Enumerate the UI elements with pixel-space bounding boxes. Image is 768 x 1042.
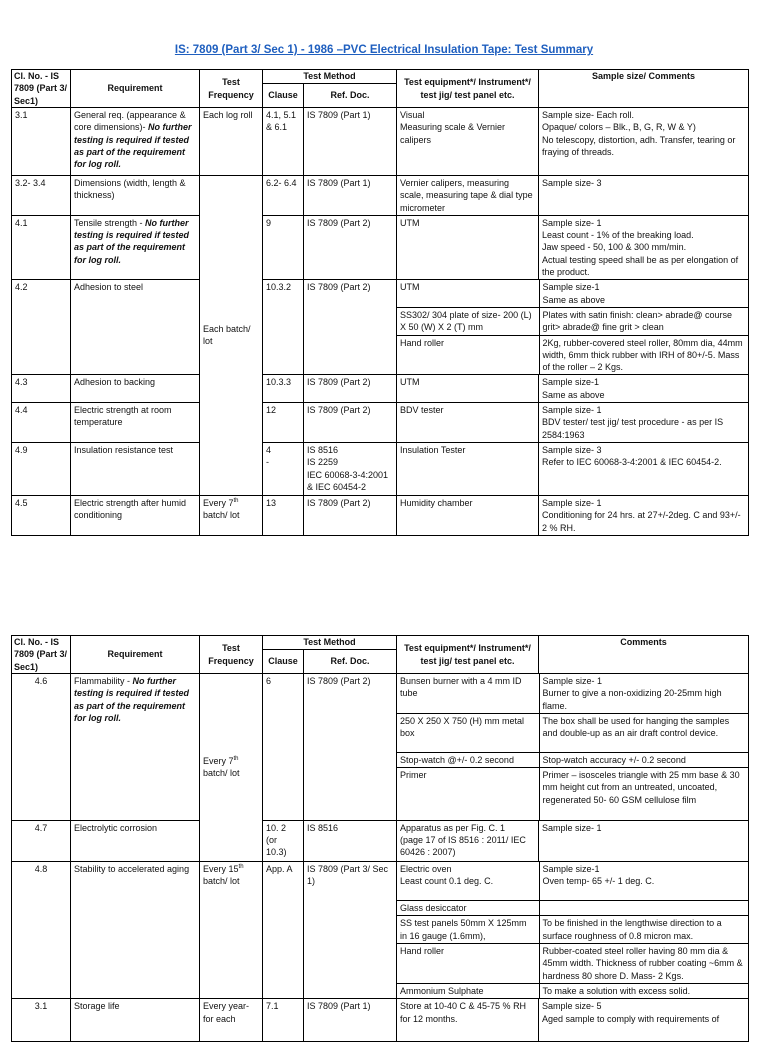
table-row — [12, 674, 749, 821]
frequency: Every 15th batch/ lot — [200, 861, 263, 999]
requirement: Electric strength at room temperature — [71, 403, 200, 443]
clause: 13 — [263, 495, 304, 535]
equipment: Hand roller — [397, 944, 539, 984]
page-title: IS: 7809 (Part 3/ Sec 1) - 1986 –PVC Electrical Insulation Tape: Test Summary — [174, 44, 594, 56]
sample-comments: Sample size- 1 Conditioning for 24 hrs. at 27+/-2deg. C and 93+/- 2 % RH. — [539, 495, 749, 535]
equipment: Humidity chamber — [397, 495, 539, 535]
header-cl-no: Cl. No. - IS 7809 (Part 3/ Sec1) — [12, 636, 71, 674]
comments: To make a solution with excess solid. — [539, 983, 748, 998]
ref-doc: IS 7809 (Part 1) — [304, 108, 397, 176]
equipment: Stop-watch @+/- 0.2 second — [397, 752, 539, 767]
table-row — [12, 495, 749, 535]
sample-comments: Sample size- 1 Least count - 1% of the breaking load. Jaw speed - 50, 100 & 300 mm/min. Actual testing speed shall be as per elongation of the product. — [539, 215, 749, 279]
test-summary-table-1 — [11, 69, 749, 536]
ref-doc: IS 7809 (Part 1) — [304, 999, 397, 1042]
sample-comments: Sample size-1 Same as above — [539, 280, 748, 307]
comments: Rubber-coated steel roller having 80 mm dia & 45mm width. Thickness of rubber coating ~6mm & hardness 80 shore D. Mass- 2 Kgs. — [539, 944, 748, 984]
equipment: Bunsen burner with a 4 mm ID tube — [397, 674, 539, 713]
clause: 9 — [263, 215, 304, 279]
table-row — [12, 820, 749, 861]
comments: Primer – isosceles triangle with 25 mm base & 30 mm height cut from an untreated, uncoated, regenerated 50- 60 GSM cellulose film — [539, 768, 748, 820]
header-ref-doc: Ref. Doc. — [304, 650, 397, 674]
frequency: Every 7th batch/ lot — [200, 495, 263, 535]
cl-no: 4.3 — [12, 375, 71, 403]
cl-no: 4.5 — [12, 495, 71, 535]
equipment: Hand roller — [397, 335, 539, 374]
equipment: Apparatus as per Fig. C. 1 (page 17 of IS 8516 : 2011/ IEC 60426 : 2007) — [397, 820, 539, 861]
equipment: Vernier calipers, measuring scale, measuring tape & dial type micrometer — [397, 176, 539, 216]
header-requirement: Requirement — [71, 70, 200, 108]
ref-doc: IS 8516 IS 2259 IEC 60068-3-4:2001 & IEC 60454-2 — [304, 442, 397, 495]
equipment: SS302/ 304 plate of size- 200 (L) X 50 (W) X 2 (T) mm — [397, 307, 539, 335]
cl-no: 4.7 — [12, 820, 71, 861]
equipment: Electric oven Least count 0.1 deg. C. — [397, 862, 539, 901]
ref-doc: IS 7809 (Part 2) — [304, 674, 397, 821]
test-summary-table-2 — [11, 635, 749, 1042]
clause: 10. 2 (or 10.3) — [263, 820, 304, 861]
table-row — [12, 442, 749, 495]
comments — [539, 901, 748, 916]
equipment: UTM — [397, 280, 539, 307]
sample-comments: Sample size- 1 BDV tester/ test jig/ test procedure - as per IS 2584:1963 — [539, 403, 749, 443]
header-frequency: Test Frequency — [200, 70, 263, 108]
header-requirement: Requirement — [71, 636, 200, 674]
clause: App. A — [263, 861, 304, 999]
sample-comments: 2Kg, rubber-covered steel roller, 80mm dia, 44mm width, 6mm thick rubber with IRH of 80+/-5. Mass of the roller – 2 Kgs. — [539, 335, 748, 374]
header-equipment: Test equipment*/ Instrument*/ test jig/ test panel etc. — [397, 636, 539, 674]
cl-no: 4.4 — [12, 403, 71, 443]
header-equipment: Test equipment*/ Instrument*/ test jig/ test panel etc. — [397, 70, 539, 108]
comments: To be finished in the lengthwise direction to a surface roughness of 0.8 micron max. — [539, 916, 748, 944]
clause: 10.3.3 — [263, 375, 304, 403]
equipment: UTM — [397, 375, 539, 403]
ref-doc: IS 7809 (Part 1) — [304, 176, 397, 216]
header-test-method: Test Method — [263, 636, 397, 650]
table-row — [12, 861, 749, 999]
equipment: Visual Measuring scale & Vernier calipers — [397, 108, 539, 176]
requirement: Adhesion to steel — [71, 280, 200, 375]
table-row — [12, 999, 749, 1042]
equipment: Store at 10-40 C & 45-75 % RH for 12 months. — [397, 999, 539, 1042]
header-clause: Clause — [263, 650, 304, 674]
equipment: Insulation Tester — [397, 442, 539, 495]
requirement: Dimensions (width, length & thickness) — [71, 176, 200, 216]
requirement: Storage life — [71, 999, 200, 1042]
equipment-comments-group — [397, 280, 749, 375]
cl-no: 4.6 — [12, 674, 71, 821]
clause: 12 — [263, 403, 304, 443]
header-frequency: Test Frequency — [200, 636, 263, 674]
ref-doc: IS 7809 (Part 3/ Sec 1) — [304, 861, 397, 999]
cl-no: 3.2- 3.4 — [12, 176, 71, 216]
requirement: Adhesion to backing — [71, 375, 200, 403]
frequency: Every 7th batch/ lot — [200, 674, 263, 862]
header-ref-doc: Ref. Doc. — [304, 84, 397, 108]
equipment: UTM — [397, 215, 539, 279]
table-row — [12, 403, 749, 443]
ref-doc: IS 8516 — [304, 820, 397, 861]
clause: 6 — [263, 674, 304, 821]
sample-comments: Plates with satin finish: clean> abrade@ course grit> abrade@ fine grit > clean — [539, 307, 748, 335]
cl-no: 3.1 — [12, 999, 71, 1042]
comments: Sample size- 1 — [539, 820, 749, 861]
requirement: Electrolytic corrosion — [71, 820, 200, 861]
header-cl-no: Cl. No. - IS 7809 (Part 3/ Sec1) — [12, 70, 71, 108]
cl-no: 4.9 — [12, 442, 71, 495]
frequency: Each log roll — [200, 108, 263, 176]
equipment: 250 X 250 X 750 (H) mm metal box — [397, 713, 539, 752]
comments: Stop-watch accuracy +/- 0.2 second — [539, 752, 748, 767]
header-clause: Clause — [263, 84, 304, 108]
comments: Sample size-1 Oven temp- 65 +/- 1 deg. C. — [539, 862, 748, 901]
comments: Sample size- 1 Burner to give a non-oxidizing 20-25mm high flame. — [539, 674, 748, 713]
clause: 7.1 — [263, 999, 304, 1042]
clause: 10.3.2 — [263, 280, 304, 375]
requirement: Tensile strength - No further testing is required if tested as part of the requirement for log roll. — [71, 215, 200, 279]
comments: Sample size- 5 Aged sample to comply with requirements of — [539, 999, 749, 1042]
header-test-method: Test Method — [263, 70, 397, 84]
table-row — [12, 108, 749, 176]
comments: The box shall be used for hanging the samples and double-up as an air draft control device. — [539, 713, 748, 752]
header-comments: Comments — [539, 636, 749, 674]
table-row — [12, 215, 749, 279]
cl-no: 4.8 — [12, 861, 71, 999]
clause: 6.2- 6.4 — [263, 176, 304, 216]
clause: 4 - — [263, 442, 304, 495]
sample-comments: Sample size- 3 — [539, 176, 749, 216]
cl-no: 3.1 — [12, 108, 71, 176]
frequency: Every year- for each — [200, 999, 263, 1042]
cl-no: 4.1 — [12, 215, 71, 279]
requirement: Flammability - No further testing is required if tested as part of the requirement for log roll. — [71, 674, 200, 821]
equipment: Primer — [397, 768, 539, 820]
ref-doc: IS 7809 (Part 2) — [304, 215, 397, 279]
equipment: Ammonium Sulphate — [397, 983, 539, 998]
sample-comments: Sample size- Each roll. Opaque/ colors – Blk., B, G, R, W & Y) No telescopy, distortion, adh. Transfer, tearing or fraying of threads. — [539, 108, 749, 176]
equipment-comments-group — [397, 861, 749, 999]
ref-doc: IS 7809 (Part 2) — [304, 375, 397, 403]
equipment-comments-group — [397, 674, 749, 821]
sample-comments: Sample size-1 Same as above — [539, 375, 749, 403]
requirement: Electric strength after humid conditioning — [71, 495, 200, 535]
table-row — [12, 280, 749, 375]
clause: 4.1, 5.1 & 6.1 — [263, 108, 304, 176]
header-sample: Sample size/ Comments — [539, 70, 749, 108]
frequency: Each batch/ lot — [200, 176, 263, 496]
table-row — [12, 375, 749, 403]
equipment: Glass desiccator — [397, 901, 539, 916]
requirement: General req. (appearance & core dimensions)- No further testing is required if tested as part of the requirement for log roll. — [71, 108, 200, 176]
sample-comments: Sample size- 3 Refer to IEC 60068-3-4:2001 & IEC 60454-2. — [539, 442, 749, 495]
ref-doc: IS 7809 (Part 2) — [304, 403, 397, 443]
cl-no: 4.2 — [12, 280, 71, 375]
ref-doc: IS 7809 (Part 2) — [304, 280, 397, 375]
requirement: Stability to accelerated aging — [71, 861, 200, 999]
equipment: BDV tester — [397, 403, 539, 443]
table-row — [12, 176, 749, 216]
requirement: Insulation resistance test — [71, 442, 200, 495]
ref-doc: IS 7809 (Part 2) — [304, 495, 397, 535]
equipment: SS test panels 50mm X 125mm in 16 gauge (1.6mm), — [397, 916, 539, 944]
